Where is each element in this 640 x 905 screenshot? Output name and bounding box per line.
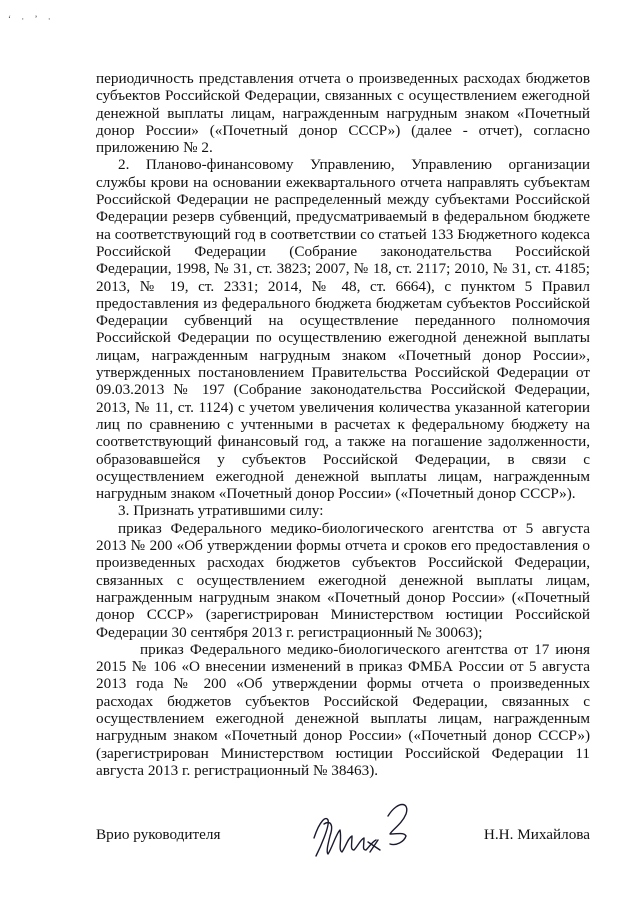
paragraph-order-200: приказ Федерального медико-биологического агентства от 5 августа 2013 № 200 «Об утверждении формы отчета и сроков его предоставления о произведенных расходах бюджетов субъектов Российской Федерации, связанных с осуществлением ежегодной денежной выплаты лицам, награжденным нагрудным знаком «Почетный донор России» («Почетный донор СССР» (зарегистрирован Министерством юстиции Российской Федерации 30 сентября 2013 г. регистрационный № 30063); [96, 519, 590, 641]
signatory-name: Н.Н. Михайлова [483, 826, 590, 843]
paragraph-order-106: приказ Федерального медико-биологического агентства от 17 июня 2015 № 106 «О внесении изменений в приказ ФМБА России от 5 августа 2013 года № 200 «Об утверждении формы отчета о произведенных расходах бюджетов субъектов Российской Федерации, связанных с осуществлением ежегодной денежной выплаты лицам, награжденным нагрудным знаком «Почетный донор России» («Почетный донор СССР») (зарегистрирован Министерством юстиции Российской Федерации 11 августа 2013 г. регистрационный № 38463). [96, 640, 590, 779]
paragraph-item-3: 3. Признать утратившими силу: [118, 502, 324, 520]
scan-corner-marks: ʻ · ʼ · [8, 14, 55, 24]
document-body [96, 70, 590, 779]
paragraph-item-2: 2. Планово-финансовому Управлению, Управлению организации службы крови на основании ежеквартального отчета направлять субъектам Российской Федерации не распределенный между субъектами Российской Федерации резерв субвенций, предусматриваемый в федеральном бюджете на соответствующий год в соответствии со статьей 133 Бюджетного кодекса Российской Федерации (Собрание законодательства Российской Федерации, 1998, № 31, ст. 3823; 2007, № 18, ст. 2117; 2010, № 31, ст. 4185; 2013, № 19, ст. 2331; 2014, № 48, ст. 6664), с пунктом 5 Правил предоставления из федерального бюджета бюджетам субъектов Российской Федерации субвенций на осуществление переданного полномочия Российской Федерации по осуществлению ежегодной денежной выплаты лицам, награжденным нагрудным знаком «Почетный донор России», утвержденных постановлением Правительства Российской Федерации от 09.03.2013 № 197 (Собрание законодательства Российской Федерации, 2013, № 11, ст. 1124) с учетом увеличения количества указанной категории лиц по сравнению с учтенными в расчетах к федеральному бюджету на соответствующий финансовый год, а также на погашение задолженности, образовавшейся у субъектов Российской Федерации, в связи с осуществлением ежегодной денежной выплаты лицам, награжденным нагрудным знаком «Почетный донор России» («Почетный донор СССР»). [96, 156, 590, 503]
signatory-title: Врио руководителя [96, 826, 221, 843]
paragraph-periodicity: периодичность представления отчета о произведенных расходах бюджетов субъектов Российской Федерации, связанных с осуществлением ежегодной денежной выплаты лицам, награжденным нагрудным знаком «Почетный донор России» («Почетный донор СССР») (далее - отчет), согласно приложению № 2. [96, 70, 590, 157]
signature-block [96, 826, 590, 850]
